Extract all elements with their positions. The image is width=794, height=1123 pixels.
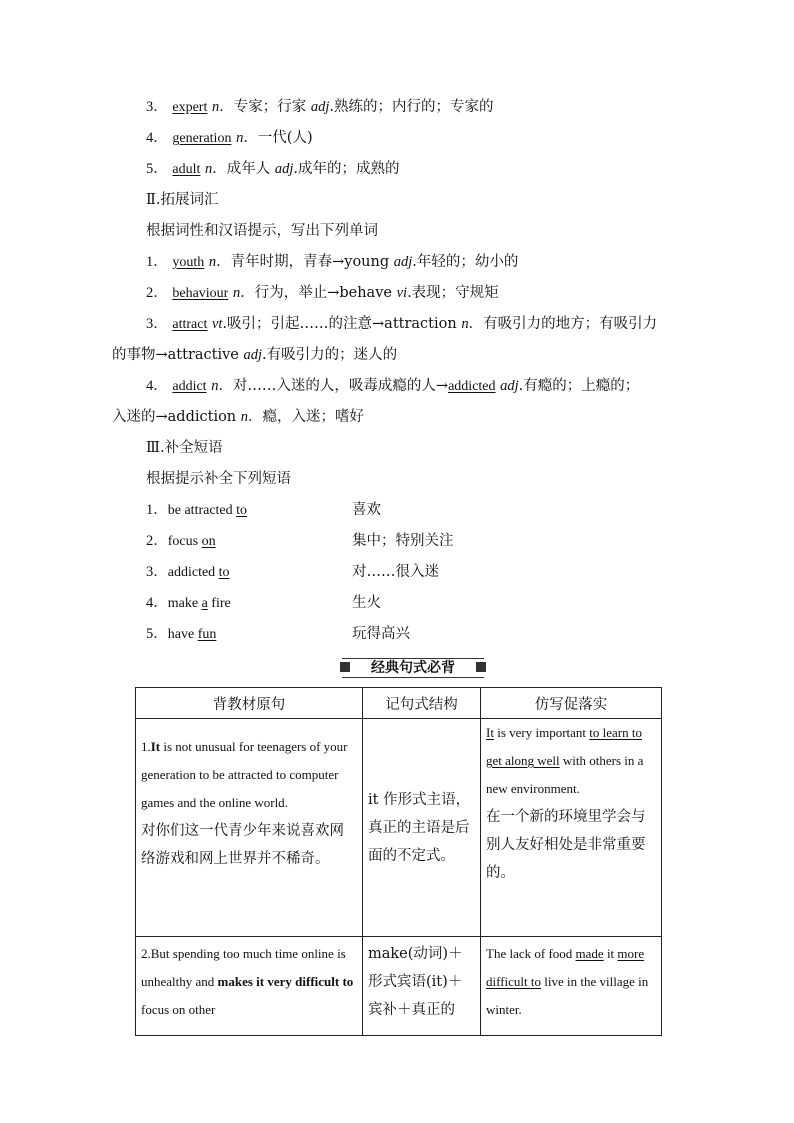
phrase-meaning: 对……很入迷 bbox=[352, 564, 439, 580]
expand-item: 3． attract vt.吸引；引起……的注意→attraction n．有吸引力的地方；有吸引力 bbox=[146, 316, 658, 332]
table-header: 记句式结构 bbox=[363, 688, 481, 719]
sentence-pattern-table bbox=[135, 687, 662, 1036]
vocab-item: 5． adult n．成年人 adj.成年的；成熟的 bbox=[146, 161, 400, 177]
table-header: 背教材原句 bbox=[136, 688, 363, 719]
imitation-cell: The lack of food made it more difficult to live in the village in winter. bbox=[481, 937, 662, 1036]
imitation-cell: It is very important to learn to get along well with others in a new environment. 在一个新的环境里学会与别人友好相处是非常重要的。 bbox=[481, 719, 662, 937]
section-instruction: 根据词性和汉语提示，写出下列单词 bbox=[146, 223, 378, 239]
section-instruction: 根据提示补全下列短语 bbox=[146, 471, 291, 487]
phrase-item: 5．have fun bbox=[146, 626, 217, 642]
table-header: 仿写促落实 bbox=[481, 688, 662, 719]
phrase-item: 1．be attracted to bbox=[146, 502, 248, 518]
phrase-meaning: 生火 bbox=[352, 595, 381, 611]
vocab-word: adult bbox=[172, 162, 201, 177]
phrase-item: 3．addicted to bbox=[146, 564, 230, 580]
expand-item-continuation: 入迷的→addiction n．瘾，入迷；嗜好 bbox=[112, 409, 365, 425]
vocab-item: 3． expert n．专家；行家 adj.熟练的；内行的；专家的 bbox=[146, 99, 494, 115]
original-sentence-cell: 1.It is not unusual for teenagers of your generation to be attracted to computer games and the online world. 对你们这一代青少年来说喜欢网络游戏和网上世界并不稀奇。 bbox=[136, 719, 363, 937]
structure-cell: make(动词)＋形式宾语(it)＋宾补＋真正的 bbox=[363, 937, 481, 1036]
phrase-meaning: 集中；特别关注 bbox=[352, 533, 454, 549]
phrase-meaning: 喜欢 bbox=[352, 502, 381, 518]
phrase-meaning: 玩得高兴 bbox=[352, 626, 410, 642]
expand-item: 1． youth n．青年时期，青春→young adj.年轻的；幼小的 bbox=[146, 254, 519, 270]
phrase-item: 2．focus on bbox=[146, 533, 216, 549]
vocab-word: expert bbox=[172, 100, 208, 115]
table-row bbox=[136, 719, 662, 937]
expand-item: 2． behaviour n．行为，举止→behave vi.表现；守规矩 bbox=[146, 285, 499, 301]
section-heading: Ⅲ.补全短语 bbox=[146, 440, 223, 456]
section-heading: Ⅱ.拓展词汇 bbox=[146, 192, 219, 208]
expand-item: 4． addict n．对……入迷的人，吸毒成瘾的人→addicted adj.有瘾的；上瘾的； bbox=[146, 378, 640, 394]
vocab-item: 4． generation n．一代(人) bbox=[146, 130, 313, 146]
structure-cell: it 作形式主语，真正的主语是后面的不定式。 bbox=[363, 719, 481, 937]
expand-item-continuation: 的事物→attractive adj.有吸引力的；迷人的 bbox=[112, 347, 398, 363]
original-sentence-cell: 2.But spending too much time online is unhealthy and makes it very difficult to focus on other bbox=[136, 937, 363, 1036]
table-header-row bbox=[136, 688, 662, 719]
phrase-item: 4．make a fire bbox=[146, 595, 231, 611]
vocab-word: generation bbox=[172, 131, 232, 146]
table-row bbox=[136, 937, 662, 1036]
section-banner: 经典句式必背 bbox=[342, 658, 484, 678]
